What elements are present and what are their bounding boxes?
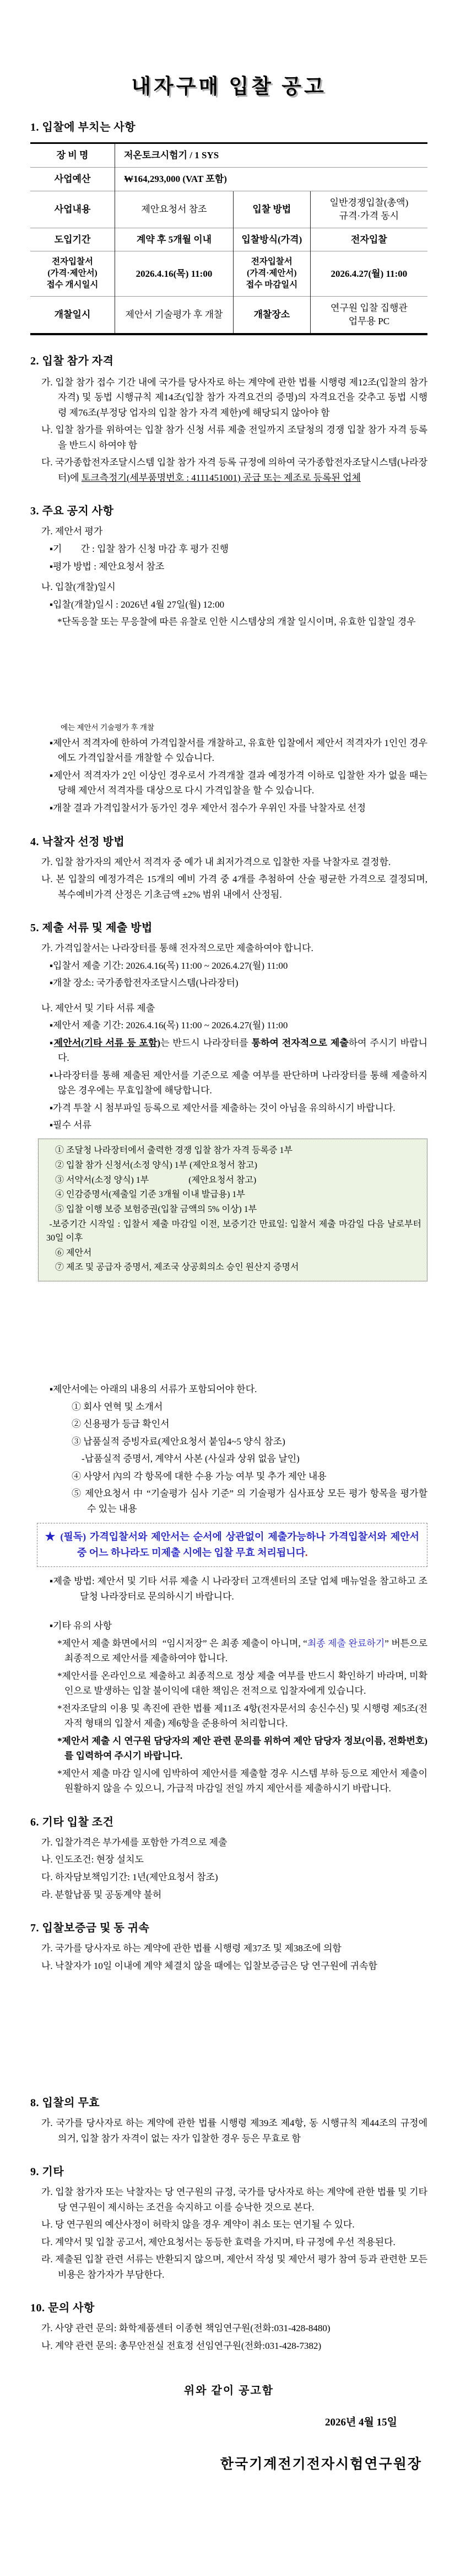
s3-ga-title: 가. 제안서 평가 [41, 526, 103, 537]
section-10-heading: 10. 문의 사항 [30, 2302, 95, 2315]
submission-end-value: 2026.4.27(월) 11:00 [310, 251, 427, 297]
mandatory-notice-period: . [305, 1547, 308, 1559]
s5-bullet-proposal-period: ▪제안서 제출 기간: 2026.4.16(목) 11:00 ~ 2026.4.27(월) 11:00 [50, 1020, 288, 1031]
s5-note-eprocurement-law: *전자조달의 이용 및 촉진에 관한 법률 제11조 4항(전자문서의 송신수신) 및 시행령 제5조(전자적 형태의 입찰서 제출) 제6항을 준용하여 처리합니다. [57, 1703, 427, 1729]
equipment-value: 저온토크시험기 / 1 SYS [115, 143, 427, 168]
table-row-equipment [30, 143, 427, 168]
s5-b4-plain2: 하여 주시기 바랍니다. [58, 1037, 427, 1064]
proposal-content-3-sub: -납품실적 증명서, 계약서 사본 (사실과 상위 없음 날인) [82, 1453, 300, 1464]
opening-datetime-label: 개찰일시 [30, 297, 115, 334]
s5-bullet-bid-period: ▪입찰서 제출 기간: 2026.4.16(목) 11:00 ~ 2026.4.27(월) 11:00 [50, 960, 288, 971]
s3-bullet-eval-method: ▪평가 방법 : 제안요청서 참조 [50, 561, 165, 572]
required-doc-1: ① 조달청 나라장터에서 출력한 경쟁 입찰 참가 자격 등록증 1부 [55, 1145, 292, 1155]
mandatory-notice-box [37, 1523, 427, 1567]
s3-note-single-bid: *단독응찰 또는 무응찰에 따른 유찰로 인한 시스템상의 개찰 일시이며, 유효한 입찰일 경우 [57, 616, 416, 627]
bid-method-value [310, 191, 427, 228]
s5-n1-plain1: *제안서 제출 화면에서의 “임시저장” 은 최종 제출이 아니며, “ [57, 1638, 307, 1649]
submission-start-label [30, 251, 115, 297]
s3-na-title: 나. 입찰(개찰)일시 [41, 582, 116, 593]
table-row-period-pricemethod [30, 228, 427, 251]
section-6-heading: 6. 기타 입찰 조건 [30, 1816, 114, 1828]
section-2-heading: 2. 입찰 참가 자격 [30, 355, 114, 367]
s5-bullet-submission-judgment: ▪나라장터를 통해 제출된 제안서를 기준으로 제출 여부를 판단하며 나라장터를 통해 제출하지 않은 경우에는 무효입찰에 해당합니다. [50, 1070, 430, 1096]
opening-datetime-value: 제안서 기술평가 후 개찰 [115, 297, 234, 334]
s5-note-online-confirm: *제안서를 온라인으로 제출하고 최종적으로 정상 제출 여부를 반드시 확인하기 바라며, 미확인으로 발생하는 입찰 불이익에 대한 책임은 전적으로 입찰자에게 있습니다. [57, 1670, 427, 1697]
section-4-heading: 4. 낙찰자 선정 방법 [30, 835, 125, 848]
s5-n1-blue: 최종 제출 완료하기 [307, 1638, 385, 1649]
content-value: 제안요청서 참조 [115, 191, 234, 228]
s2-item-na: 나. 입찰 참가를 위하여는 입찰 참가 신청 서류 제출 전일까지 조달청의 경쟁 입찰 참가 자격 등록을 반드시 하여야 함 [41, 425, 427, 450]
document-content [0, 75, 455, 2476]
opening-place-value [310, 297, 427, 334]
s6-item-na: 나. 인도조건: 현장 설치도 [41, 1854, 144, 1865]
submission-end-label-line2: (가격·제안서) [247, 269, 297, 278]
page-break-gap-3 [30, 1976, 427, 2096]
bid-method-label: 입찰 방법 [233, 191, 310, 228]
s5-na-title: 나. 제안서 및 기타 서류 제출 [41, 1002, 155, 1013]
s7-item-ga: 가. 국가를 당사자로 하는 계약에 관한 법률 시행령 제37조 및 제38조에 의함 [41, 1943, 342, 1954]
s9-item-da: 다. 계약서 및 입찰 공고서, 제안요청서는 동등한 효력을 가지며, 타 규정에 우선 적용된다. [41, 2236, 396, 2247]
submission-start-label-line1: 전자입찰서 [52, 257, 93, 267]
s5-b4-emph1: 제안서(기타 서류 등 포함) [53, 1037, 161, 1048]
s2-item-da-pre: 다. 국가종합전자조달시스템 입찰 참가 자격 등록 규정에 의하여 국가종합전자조달시스템(나라장터)에 [41, 457, 427, 483]
s9-item-na: 나. 당 연구원의 예산사정이 허락치 않을 경우 계약이 취소 또는 연기될 수 있다. [41, 2219, 355, 2230]
bid-info-table [30, 142, 427, 335]
s3-bullet-tie-break: ▪개찰 결과 가격입찰서가 동가인 경우 제안서 점수가 우위인 자를 낙찰자로 선정 [50, 803, 366, 814]
closing-statement: 위와 같이 공고함 [183, 2385, 274, 2397]
proposal-content-4: ④ 사양서 內의 각 항목에 대한 수용 가능 여부 및 추가 제안 내용 [72, 1471, 327, 1482]
price-method-label: 입찰방식(가격) [233, 228, 310, 251]
s10-item-ga: 가. 사양 관련 문의: 화학제품센터 이종현 책임연구원(전화:031-428-8480) [41, 2323, 331, 2334]
s5-note-contact-info: *제안서 제출 시 연구원 담당자의 제안 관련 문의를 위하여 제안 담당자 정보(이름, 전화번호)를 입력하여 주시기 바랍니다. [57, 1735, 427, 1762]
required-doc-7: ⑦ 제조 및 공급자 증명서, 제조국 상공회의소 승인 원산지 증명서 [55, 1263, 299, 1273]
page-break-gap-1 [30, 632, 427, 720]
s10-item-na: 나. 계약 관련 문의: 총무안전실 전효정 선임연구원(전화:031-428-7382) [41, 2340, 322, 2351]
bid-method-value-line1: 일반경쟁입찰(총액) [329, 197, 409, 208]
submission-end-label-line1: 전자입찰서 [251, 257, 292, 267]
submission-start-label-line3: 접수 개시일시 [46, 280, 99, 290]
s4-item-na: 나. 본 입찰의 예정가격은 15개의 예비 가격 중 4개를 추첨하여 산술 평균한 가격으로 결정되며, 복수예비가격 산정은 기초금액 ±2% 범위 내에서 산정됨. [41, 874, 430, 900]
submission-start-value: 2026.4.16(목) 11:00 [115, 251, 234, 297]
s3-bullet-rebid: ▪제안서 적격자가 2인 이상인 경우로서 가격개찰 결과 예정가격 이하로 입찰한 자가 없을 때는 당해 제안서 적격자를 대상으로 다시 가격입찰을 할 수 있습니다. [50, 770, 430, 796]
required-doc-3: ③ 서약서(소정 양식) 1부 (제안요청서 참고) [55, 1175, 257, 1185]
s3-bullet-qualified-open: ▪제안서 적격자에 한하여 가격입찰서를 개찰하고, 유효한 입찰에서 제안서 적격자가 1인인 경우에도 가격입찰서를 개찰할 수 있습니다. [50, 737, 427, 764]
s5-bullet-other-notes: ▪기타 유의 사항 [50, 1620, 112, 1632]
s3-bullet-eval-period: ▪기 간 : 입찰 참가 신청 마감 후 평가 진행 [50, 543, 229, 554]
section-5-heading: 5. 제출 서류 및 제출 방법 [30, 922, 153, 935]
table-row-content-method [30, 191, 427, 228]
proposal-content-3: ③ 납품실적 증빙자료(제안요청서 붙임4~5 양식 참조) [72, 1436, 285, 1447]
s3-note-continuation: 에는 제안서 기술평가 후 개찰 [61, 723, 154, 732]
period-value: 계약 후 5개월 이내 [115, 228, 234, 251]
s2-item-da-underlined: 토크측정기(세부품명번호 : 4111451001) 공급 또는 제조로 등록된 업체 [81, 472, 361, 483]
required-documents-box [38, 1139, 427, 1281]
opening-place-value-line2: 업무용 PC [348, 315, 390, 326]
section-1-heading: 1. 입찰에 부치는 사항 [30, 121, 136, 134]
s5-bullet-required-docs: ▪필수 서류 [50, 1120, 91, 1131]
s7-item-na: 나. 낙찰자가 10일 이내에 계약 체결치 않을 때에는 입찰보증금은 당 연구원에 귀속함 [41, 1960, 377, 1971]
proposal-content-5: ⑤ 제안요청서 中 “기술평가 심사 기준” 의 기술평가 심사표상 모든 평가 항목을 평가할 수 있는 내용 [72, 1488, 430, 1514]
s5-bullet-submit-method: ▪제출 방법: 제안서 및 기타 서류 제출 시 나라장터 고객센터의 조달 업체 매뉴얼을 참고하고 조달청 나라장터로 문의하시기 바랍니다. [50, 1576, 427, 1602]
s9-item-ra: 라. 제출된 입찰 관련 서류는 반환되지 않으며, 제안서 작성 및 제안서 평가 참여 등과 관련한 모든 비용은 참가자가 부담한다. [41, 2254, 430, 2280]
budget-value: ₩164,293,000 (VAT 포함) [115, 168, 427, 191]
price-method-value: 전자입찰 [310, 228, 427, 251]
s5-bullet-opening-place: ▪개찰 장소: 국가종합전자조달시스템(나라장터) [50, 978, 239, 989]
issuing-organization: 한국기계전기전자시험연구원장 [220, 2456, 422, 2472]
announcement-date: 2026년 4월 15일 [324, 2416, 397, 2428]
page-break-gap-2 [30, 1281, 427, 1380]
s5-ga-title: 가. 가격입찰서는 나라장터를 통해 전자적으로만 제출하여야 합니다. [41, 943, 313, 954]
s9-item-ga: 가. 입찰 참가자 또는 낙찰자는 당 연구원의 규정, 국가를 당사자로 하는 계약에 관한 법률 및 기타 당 연구원이 제시하는 조건을 숙지하고 이를 승낙한 것으로 본다. [41, 2187, 430, 2213]
s4-item-ga: 가. 입찰 참가자의 제안서 적격자 중 예가 내 최저가격으로 입찰한 자를 낙찰자로 결정함. [41, 856, 391, 867]
section-3-heading: 3. 주요 공지 사항 [30, 505, 114, 518]
equipment-label: 장 비 명 [56, 150, 89, 161]
opening-place-value-line1: 연구원 입찰 집행관 [330, 303, 408, 314]
s6-item-ra: 라. 분할납품 및 공동계약 불허 [41, 1889, 162, 1900]
proposal-content-2: ② 신용평가 등급 확인서 [72, 1419, 170, 1430]
table-row-opening [30, 297, 427, 334]
s2-item-ga: 가. 입찰 참가 접수 기간 내에 국가를 당사자로 하는 계약에 관한 법률 시행령 제12조(입찰의 참가 자격) 및 동법 시행규칙 제14조(입찰 참가 자격요건의 증명)의 자격요건을 갖추고 동법 시행령 제76조(부정당 업자의 입찰 참가 자격 제한)에 해당되지 않아야 함 [41, 377, 430, 418]
submission-end-label-line3: 접수 마감일시 [246, 280, 298, 290]
s6-item-ga: 가. 입찰가격은 부가세를 포함한 가격으로 제출 [41, 1837, 228, 1848]
bid-method-value-line2: 규격·가격 동시 [339, 210, 399, 221]
s5-b4-emph2: 통하여 전자적으로 제출 [251, 1037, 349, 1048]
s5-bullet-attachment-warning: ▪가격 투찰 시 첨부파일 등록으로 제안서를 제출하는 것이 아님을 유의하시기 바랍니다. [50, 1102, 396, 1113]
content-label: 사업내용 [30, 191, 115, 228]
mandatory-notice-text [45, 1529, 422, 1561]
s5-bullet-proposal-contents: ▪제안서에는 아래의 내용의 서류가 포함되어야 한다. [50, 1384, 257, 1395]
required-doc-2: ② 입찰 참가 신청서(소정 양식) 1부 (제안요청서 참고) [55, 1160, 257, 1170]
s5-b4-plain1: 는 반드시 나라장터를 [160, 1037, 252, 1048]
s5-bullet-proposal-electronic [30, 1035, 427, 1066]
s5-n1-plain2: ” 버튼으로 최종적으로 제안서를 제출하여야 합니다. [64, 1638, 430, 1664]
required-doc-4: ④ 인감증명서(제출일 기준 3개월 이내 발급용) 1부 [55, 1190, 245, 1200]
s5-note-deadline-load: *제안서 제출 마감 일시에 임박하여 제안서를 제출할 경우 시스템 부하 등으로 제안서 제출이 원활하지 않을 수 있으니, 가급적 마감일 전일 까지 제안서를 제출하시기 바랍니다. [57, 1768, 430, 1794]
s5-b4-bullet-glyph: ▪ [50, 1037, 54, 1048]
required-doc-6: ⑥ 제안서 [55, 1248, 92, 1258]
section-9-heading: 9. 기타 [30, 2166, 64, 2178]
required-doc-5: ⑤ 입찰 이행 보증 보험증권(입찰 금액의 5% 이상) 1부 [55, 1205, 257, 1215]
required-doc-5-sub: -보증기간 시작일 : 입찰서 제출 마감일 이전, 보증기간 만료일: 입찰서 제출 마감일 다음 날로부터 30일 이후 [46, 1219, 424, 1243]
submission-end-label [233, 251, 310, 297]
opening-place-label: 개찰장소 [233, 297, 310, 334]
s3-bullet-opening-datetime: ▪입찰(개찰)일시 : 2026년 4월 27일(월) 12:00 [50, 599, 225, 610]
submission-start-label-line2: (가격·제안서) [47, 269, 98, 278]
section-8-heading: 8. 입찰의 무효 [30, 2097, 100, 2110]
period-label: 도입기간 [30, 228, 115, 251]
s6-item-da: 다. 하자담보책임기간: 1년(제안요청서 참조) [41, 1871, 218, 1882]
section-7-heading: 7. 입찰보증금 및 동 귀속 [30, 1922, 150, 1935]
budget-label: 사업예산 [30, 168, 115, 191]
table-row-budget [30, 168, 427, 191]
s2-item-da [30, 455, 427, 485]
table-row-submission-window [30, 251, 427, 297]
document-title: 내자구매 입찰 공고 [131, 76, 327, 98]
s8-item-ga: 가. 국가를 당사자로 하는 계약에 관한 법률 시행령 제39조 제4항, 동 시행규칙 제44조의 규정에 의거, 입찰 참가 자격이 없는 자가 입찰한 경우 등은 무효로 함 [41, 2118, 430, 2144]
proposal-content-1: ① 회사 연혁 및 소개서 [72, 1401, 163, 1412]
mandatory-notice-body: ★ (필독) 가격입찰서와 제안서는 순서에 상관없이 제출가능하나 가격입찰서와 제안서 중 어느 하나라도 미제출 시에는 입찰 무효 처리됩니다 [45, 1531, 422, 1559]
s5-note-temp-save [30, 1636, 430, 1666]
